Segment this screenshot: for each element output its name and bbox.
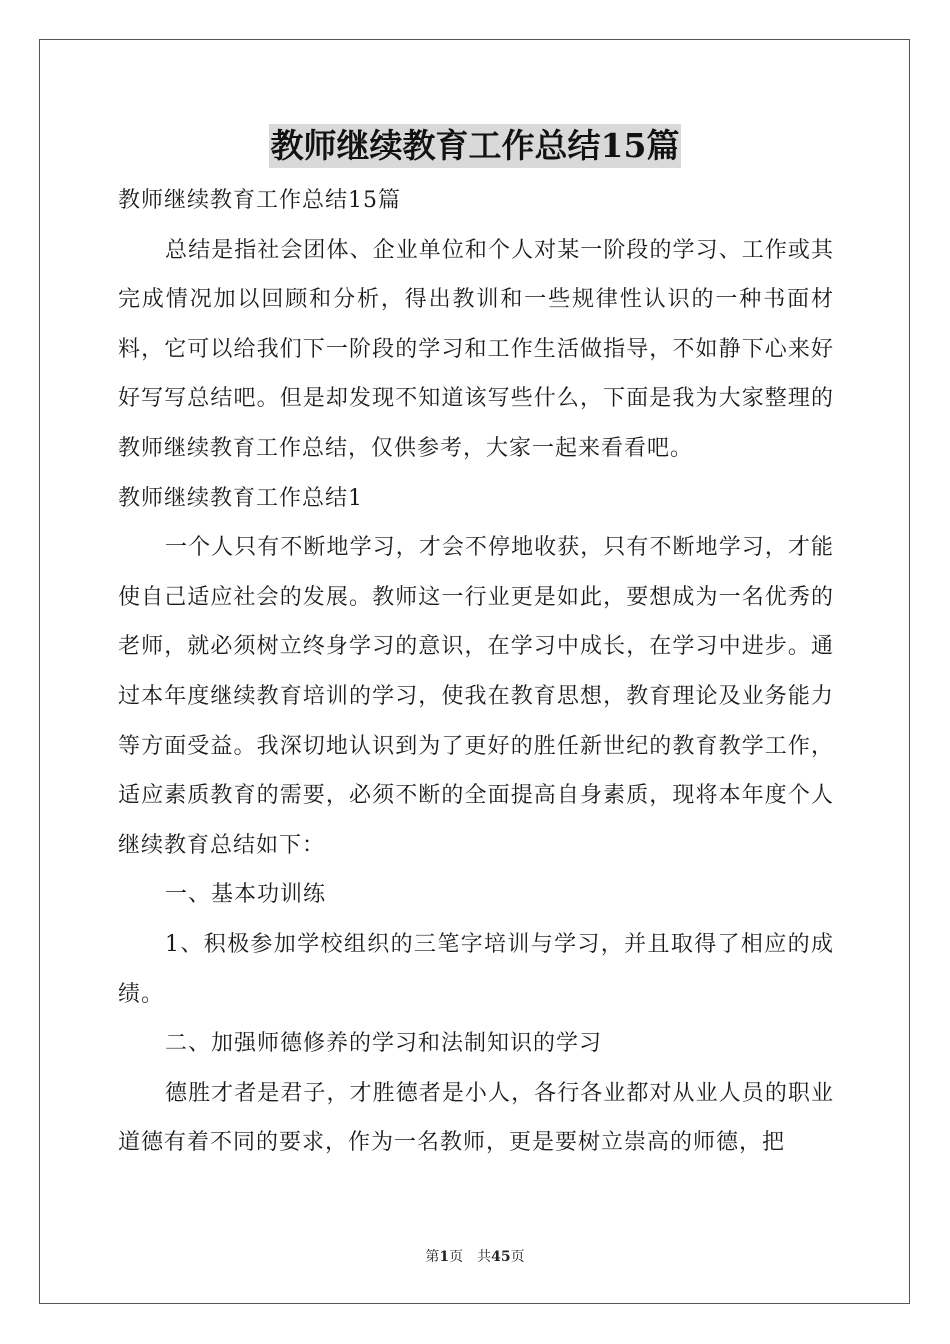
total-suffix: 页 xyxy=(510,1249,525,1265)
subsection-heading: 二、加强师德修养的学习和法制知识的学习 xyxy=(165,1031,603,1057)
paragraph: 教师继续教育工作总结15篇 xyxy=(118,188,401,213)
paragraph: 一个人只有不断地学习，才会不停地收获，只有不断地学习，才能使自己适应社会的发展。教师这一行业更是如此，要想成为一名优秀的老师，就必须树立终身学习的意识，在学习中成长，在学习中进步。通过本年度继续教育培训的学习，使我在教育思想，教育理论及业务能力等方面受益。我深切地认识到为了更好的胜任新世纪的教育教学工作，适应素质教育的需要，必须不断的全面提高自身素质，现将本年度个人继续教育总结如下： xyxy=(118,535,834,858)
paragraph: 总结是指社会团体、企业单位和个人对某一阶段的学习、工作或其完成情况加以回顾和分析，得出教训和一些规律性认识的一种书面材料，它可以给我们下一阶段的学习和工作生活做指导，不如静下心来好好写写总结吧。但是却发现不知道该写些什么，下面是我为大家整理的教师继续教育工作总结，仅供参考，大家一起来看看吧。 xyxy=(118,237,834,461)
document-title: 教师继续教育工作总结15篇 xyxy=(269,124,682,168)
total-pages: 45 xyxy=(491,1249,511,1265)
paragraph: 1、积极参加学校组织的三笔字培训与学习，并且取得了相应的成绩。 xyxy=(118,931,834,1007)
paragraph: 德胜才者是君子，才胜德者是小人，各行各业都对从业人员的职业道德有着不同的要求，作为一名教师，更是要树立崇高的师德，把 xyxy=(118,1080,834,1156)
page-footer xyxy=(0,1247,950,1267)
page-suffix: 页 xyxy=(449,1249,464,1265)
page-number: 1 xyxy=(439,1249,450,1265)
total-prefix: 共 xyxy=(477,1249,492,1265)
page-prefix: 第 xyxy=(425,1249,440,1265)
document-body xyxy=(118,176,834,1168)
title-container xyxy=(0,124,950,168)
subsection-heading: 一、基本功训练 xyxy=(165,882,327,908)
section-heading: 教师继续教育工作总结1 xyxy=(118,485,363,511)
